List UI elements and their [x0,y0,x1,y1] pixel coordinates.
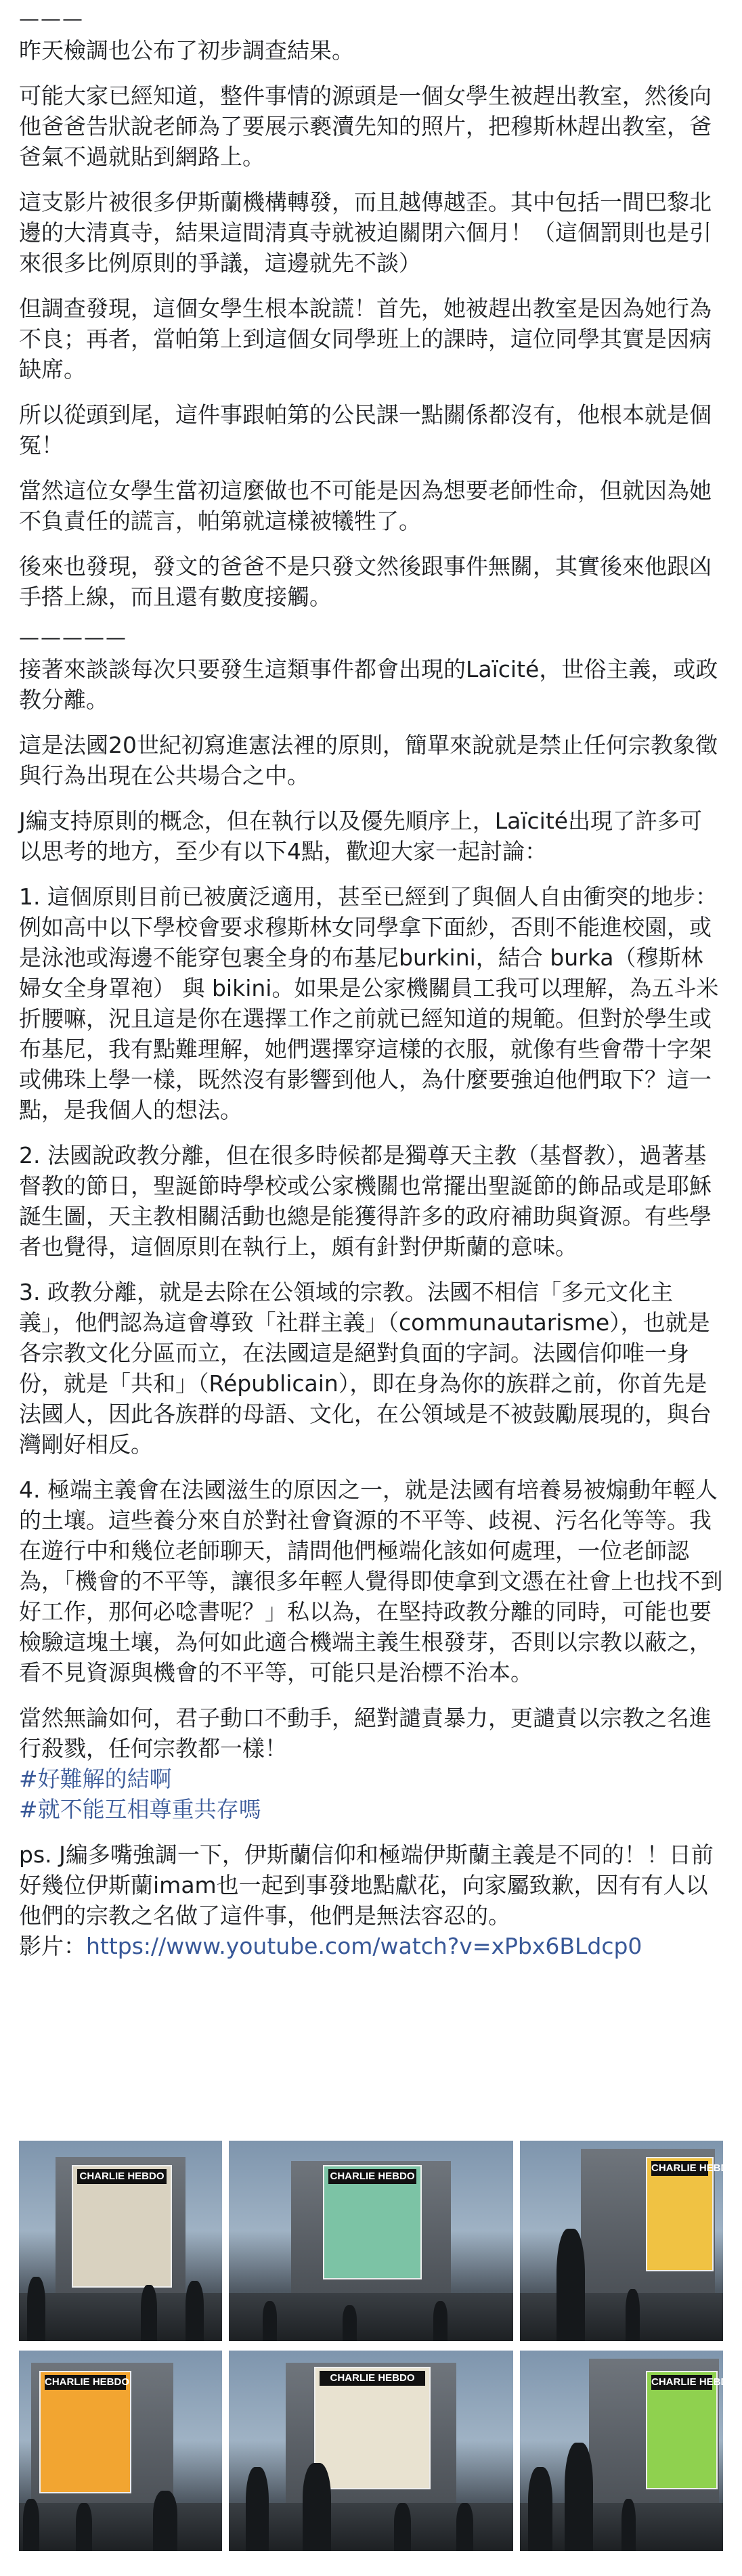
post-paragraph: J編支持原則的概念，但在執行以及優先順序上，Laïcité出現了許多可以思考的地方，至少有以下4點，歡迎大家一起討論： [19,808,703,865]
hashtag-link[interactable]: #好難解的結啊 [19,1766,172,1792]
masthead-text: CHARLIE HEBDO [45,2375,126,2390]
video-line [19,1931,723,1961]
post-paragraph: 昨天檢調也公布了初步調查結果。 [19,37,354,64]
photo-grid [19,2141,737,2552]
police-silhouette [556,2229,585,2341]
post-paragraph: 接著來談談每次只要發生這類事件都會出現的Laïcité，世俗主義，或政教分離。 [19,656,718,713]
divider-mid: ————— [19,626,127,650]
police-silhouette [528,2467,552,2551]
photo-thumbnail[interactable] [19,2351,222,2551]
ps-paragraph: ps. J編多嘴強調一下，伊斯蘭信仰和極端伊斯蘭主義是不同的！！日前好幾位伊斯蘭imam也一起到事發地點獻花，向家屬致歉，因有有人以他們的宗教之名做了這件事，他們是無法容忍的。 [19,1841,714,1929]
post-paragraph: 當然無論如何，君子動口不動手，絕對譴責暴力，更譴責以宗教之名進行殺戮，任何宗教都一樣！ [19,1705,712,1762]
post-paragraph: 這是法國20世紀初寫進憲法裡的原則，簡單來說就是禁止任何宗教象徵與行為出現在公共場合之中。 [19,732,718,789]
police-silhouette [246,2467,269,2551]
person-silhouette [621,2499,636,2551]
police-silhouette [303,2463,331,2551]
person-silhouette [76,2503,92,2551]
person-silhouette [263,2301,277,2341]
projection-screen [39,2371,131,2494]
hashtag-list [19,1764,723,1825]
person-silhouette [27,2277,45,2341]
masthead-text: CHARLIE HEBDO [320,2371,425,2386]
post-paragraph: 所以從頭到尾，這件事跟帕第的公民課一點關係都沒有，他根本就是個冤！ [19,401,712,458]
post-paragraph: 當然這位女學生當初這麼做也不可能是因為想要老師性命，但就因為她不負責任的謊言，帕第就這樣被犧牲了。 [19,477,712,534]
police-silhouette [565,2443,593,2551]
post-paragraph: 後來也發現，發文的爸爸不是只發文然後跟事件無關，其實後來他跟凶手搭上線，而且還有數度接觸。 [19,553,712,610]
point-2-paragraph: 2. 法國說政教分離，但在很多時候都是獨尊天主教（基督教），過著基督教的節日，聖誕節時學校或公家機關也常擺出聖誕節的飾品或是耶穌誕生圖，天主教相關活動也總是能獲得許多的政府補助與資源。有些學者也覺得，這個原則在執行上，頗有針對伊斯蘭的意味。 [19,1142,712,1260]
point-1-paragraph: 1. 這個原則目前已被廣泛適用，甚至已經到了與個人自由衝突的地步：例如高中以下學校會要求穆斯林女同學拿下面紗，否則不能進校園，或是泳池或海邊不能穿包裹全身的布基尼burkini，結合 burka（穆斯林婦女全身罩袍） 與 bikini。如果是公家機關員工我可以理解，為五斗米折腰嘛，況且這是你在選擇工作之前就已經知道的規範。但對於學生或布基尼，我有點難理解，她們選擇穿這樣的衣服，就像有些會帶十字架或佛珠上學一樣，既然沒有影響到他人，為什麼要強迫他們取下？這一點，是我個人的想法。 [19,883,719,1123]
point-3-paragraph: 3. 政教分離，就是去除在公領域的宗教。法國不相信「多元文化主義」，他們認為這會導致「社群主義」（communautarisme），也就是各宗教文化分區而立，在法國這是絕對負面的字詞。法國信仰唯一身份，就是「共和」（Républicain），即在身為你的族群之前，你首先是法國人，因此各族群的母語、文化，在公領域是不被鼓勵展現的，與台灣剛好相反。 [19,1279,712,1458]
photo-thumbnail[interactable] [229,2351,513,2551]
person-silhouette [626,2289,640,2341]
person-silhouette [456,2503,473,2551]
ground-shape [520,2293,723,2341]
divider-top: ——— [19,7,84,31]
person-silhouette [153,2491,177,2551]
masthead-text: CHARLIE HEBDO [651,2161,708,2176]
masthead-text: CHARLIE HEBDO [328,2169,417,2184]
masthead-text: CHARLIE HEBDO [651,2375,712,2390]
person-silhouette [394,2503,411,2551]
point-4-paragraph: 4. 極端主義會在法國滋生的原因之一，就是法國有培養易被煽動年輕人的土壤。這些養分來自於對社會資源的不平等、歧視、污名化等等。我在遊行中和幾位老師聊天，請問他們極端化該如何處理，一位老師認為，「機會的不平等，讓很多年輕人覺得即使拿到文憑在社會上也找不到好工作，那何必唸書呢？」私以為，在堅持政教分離的同時，可能也要檢驗這塊土壤，為何如此適合機端主義生根發芽，否則以宗教以蔽之，看不見資源與機會的不平等，可能只是治標不治本。 [19,1477,723,1686]
person-silhouette [343,2305,357,2341]
post-paragraph: 可能大家已經知道，整件事情的源頭是一個女學生被趕出教室，然後向他爸爸告狀說老師為了要展示褻瀆先知的照片，把穆斯林趕出教室，爸爸氣不過就貼到網路上。 [19,83,712,170]
projection-screen [323,2165,422,2280]
person-silhouette [23,2499,39,2551]
hashtag-link[interactable]: #就不能互相尊重共存嗎 [19,1796,261,1822]
ground-shape [19,2503,222,2551]
projection-screen [646,2371,737,2490]
post-paragraph: 這支影片被很多伊斯蘭機構轉發，而且越傳越歪。其中包括一間巴黎北邊的大清真寺，結果這間清真寺就被迫關閉六個月！（這個罰則也是引來很多比例原則的爭議，這邊就先不談） [19,189,712,276]
video-link[interactable]: https://www.youtube.com/watch?v=xPbx6BLdcp0 [86,1933,642,1959]
photo-thumbnail[interactable] [520,2141,737,2341]
masthead-text: CHARLIE HEBDO [77,2169,167,2184]
person-silhouette [433,2301,448,2341]
photo-thumbnail[interactable] [520,2351,737,2551]
projection-screen [646,2157,737,2272]
projection-screen [72,2165,172,2288]
video-label: 影片： [19,1933,86,1959]
person-silhouette [141,2285,157,2341]
photo-thumbnail[interactable] [229,2141,513,2341]
photo-thumbnail[interactable] [19,2141,222,2341]
person-silhouette [186,2281,204,2341]
post-paragraph: 但調查發現，這個女學生根本說謊！首先，她被趕出教室是因為她行為不良；再者，當帕第上到這個女同學班上的課時，這位同學其實是因病缺席。 [19,295,712,383]
projection-screen [314,2367,431,2490]
